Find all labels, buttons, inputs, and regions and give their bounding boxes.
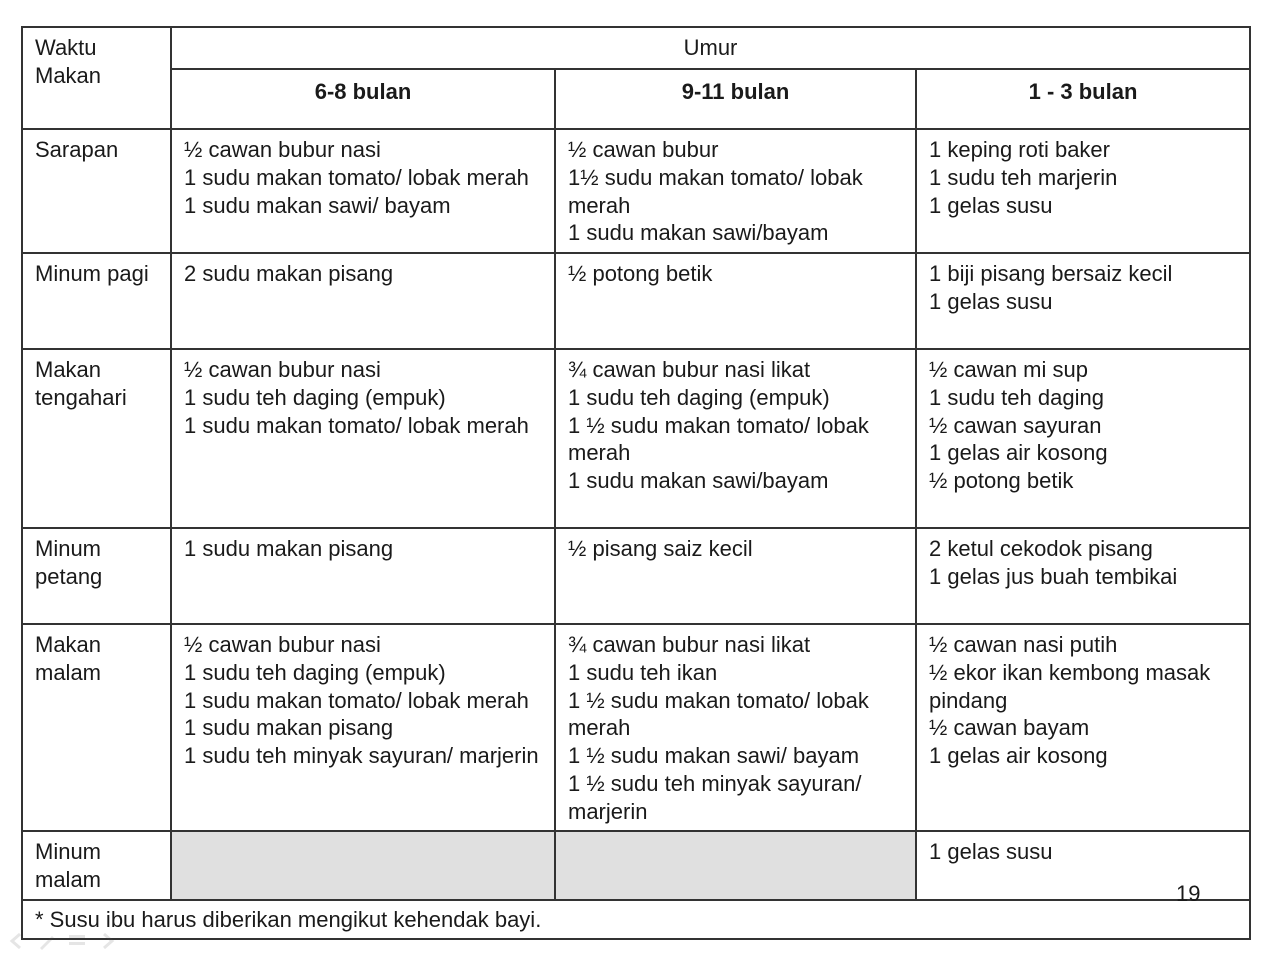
menu-item: ½ cawan bubur nasi (184, 357, 381, 382)
menu-item: 1 biji pisang bersaiz kecil (929, 261, 1173, 286)
menu-item: 1 keping roti baker (929, 137, 1110, 162)
menu-item: 1 sudu teh daging (empuk) (184, 659, 446, 685)
slide-nav-controls[interactable] (6, 930, 126, 954)
menu-item: 1 gelas air kosong (929, 440, 1108, 466)
table-row (22, 624, 1250, 831)
menu-item: 1 sudu makan tomato/ lobak merah (184, 687, 529, 713)
menu-cell (171, 349, 555, 528)
prev-arrow-icon[interactable] (6, 930, 28, 952)
pen-icon[interactable] (36, 930, 58, 952)
menu-item: 1 ½ sudu makan tomato/ lobak merah (568, 412, 869, 466)
menu-cell (171, 528, 555, 624)
menu-item: 1 sudu teh minyak sayuran/ marjerin (184, 743, 539, 769)
menu-item: ½ cawan mi sup (929, 357, 1088, 382)
meal-time: Minum pagi (22, 253, 171, 349)
menu-item: ½ cawan bayam (929, 715, 1090, 741)
menu-item: 1 ½ sudu makan sawi/ bayam (568, 743, 860, 769)
menu-item: ½ cawan bubur nasi (184, 632, 381, 657)
menu-item: 1 gelas susu (929, 839, 1053, 864)
menu-item: ½ cawan nasi putih (929, 632, 1118, 657)
menu-item: 1 sudu makan sawi/ bayam (184, 192, 451, 218)
table-header-row (22, 27, 1250, 69)
menu-item: 1 gelas jus buah tembikai (929, 563, 1178, 589)
meal-time: Sarapan (22, 129, 171, 253)
meal-time: Minum petang (22, 528, 171, 624)
menu-item: 1 sudu makan tomato/ lobak merah (184, 164, 529, 190)
footnote-row (22, 900, 1250, 939)
menu-item: 1 sudu makan pisang (184, 715, 394, 741)
menu-item: ¾ cawan bubur nasi likat (568, 632, 811, 657)
menu-cell (555, 129, 916, 253)
age-group-9-11: 9-11 bulan (555, 69, 916, 129)
menu-item: 1 sudu makan tomato/ lobak merah (184, 412, 529, 438)
empty-shaded-cell (171, 831, 555, 900)
menu-cell (555, 624, 916, 831)
header-umur: Umur (171, 27, 1250, 69)
menu-item: 1 sudu teh daging (929, 384, 1104, 410)
menu-item: ½ pisang saiz kecil (568, 536, 753, 561)
menu-cell (555, 528, 916, 624)
menu-cell (916, 528, 1250, 624)
menu-item: 1½ sudu makan tomato/ lobak merah (568, 164, 863, 218)
menu-item: 1 sudu teh daging (empuk) (568, 384, 830, 410)
table-row (22, 349, 1250, 528)
menu-cell (555, 253, 916, 349)
menu-cell (916, 253, 1250, 349)
table-row (22, 129, 1250, 253)
menu-cell (171, 624, 555, 831)
menu-item: 2 ketul cekodok pisang (929, 536, 1153, 561)
menu-cell (916, 349, 1250, 528)
menu-item: 1 gelas susu (929, 288, 1053, 314)
menu-item: 1 ½ sudu makan tomato/ lobak merah (568, 687, 869, 741)
meal-time: Minum malam (22, 831, 171, 900)
menu-item: 1 sudu teh daging (empuk) (184, 384, 446, 410)
meal-schedule-table (21, 26, 1251, 940)
table-row (22, 831, 1250, 900)
footnote: * Susu ibu harus diberikan mengikut kehendak bayi. (22, 900, 1250, 939)
menu-icon[interactable] (66, 930, 88, 952)
menu-item: ½ cawan bubur nasi (184, 137, 381, 162)
menu-cell (171, 129, 555, 253)
menu-item: 1 gelas susu (929, 192, 1053, 218)
menu-item: 1 ½ sudu teh minyak sayuran/ marjerin (568, 770, 862, 824)
header-waktu-makan: Waktu Makan (22, 27, 171, 129)
page-number: 19 (1176, 881, 1201, 906)
age-group-6-8: 6-8 bulan (171, 69, 555, 129)
menu-cell (171, 253, 555, 349)
meal-time: Makan malam (22, 624, 171, 831)
table-row (22, 253, 1250, 349)
menu-item: ½ ekor ikan kembong masak pindang (929, 659, 1211, 713)
menu-item: 1 sudu teh marjerin (929, 164, 1118, 190)
menu-item: 1 gelas air kosong (929, 743, 1108, 769)
next-arrow-icon[interactable] (96, 930, 118, 952)
menu-item: 1 sudu makan sawi/bayam (568, 468, 829, 494)
menu-item: 1 sudu makan sawi/bayam (568, 220, 829, 246)
empty-shaded-cell (555, 831, 916, 900)
menu-item: ½ potong betik (568, 261, 713, 286)
menu-item: ½ cawan sayuran (929, 412, 1102, 438)
menu-item: 1 sudu teh ikan (568, 659, 718, 685)
age-group-1-3: 1 - 3 bulan (916, 69, 1250, 129)
menu-cell (916, 624, 1250, 831)
menu-item: 2 sudu makan pisang (184, 261, 394, 286)
menu-item: ½ cawan bubur (568, 137, 719, 162)
menu-cell (555, 349, 916, 528)
age-group-row (22, 69, 1250, 129)
menu-item: ½ potong betik (929, 468, 1074, 494)
menu-item: 1 sudu makan pisang (184, 536, 394, 561)
table-row (22, 528, 1250, 624)
menu-item: ¾ cawan bubur nasi likat (568, 357, 811, 382)
meal-time: Makan tengahari (22, 349, 171, 528)
menu-cell (916, 129, 1250, 253)
